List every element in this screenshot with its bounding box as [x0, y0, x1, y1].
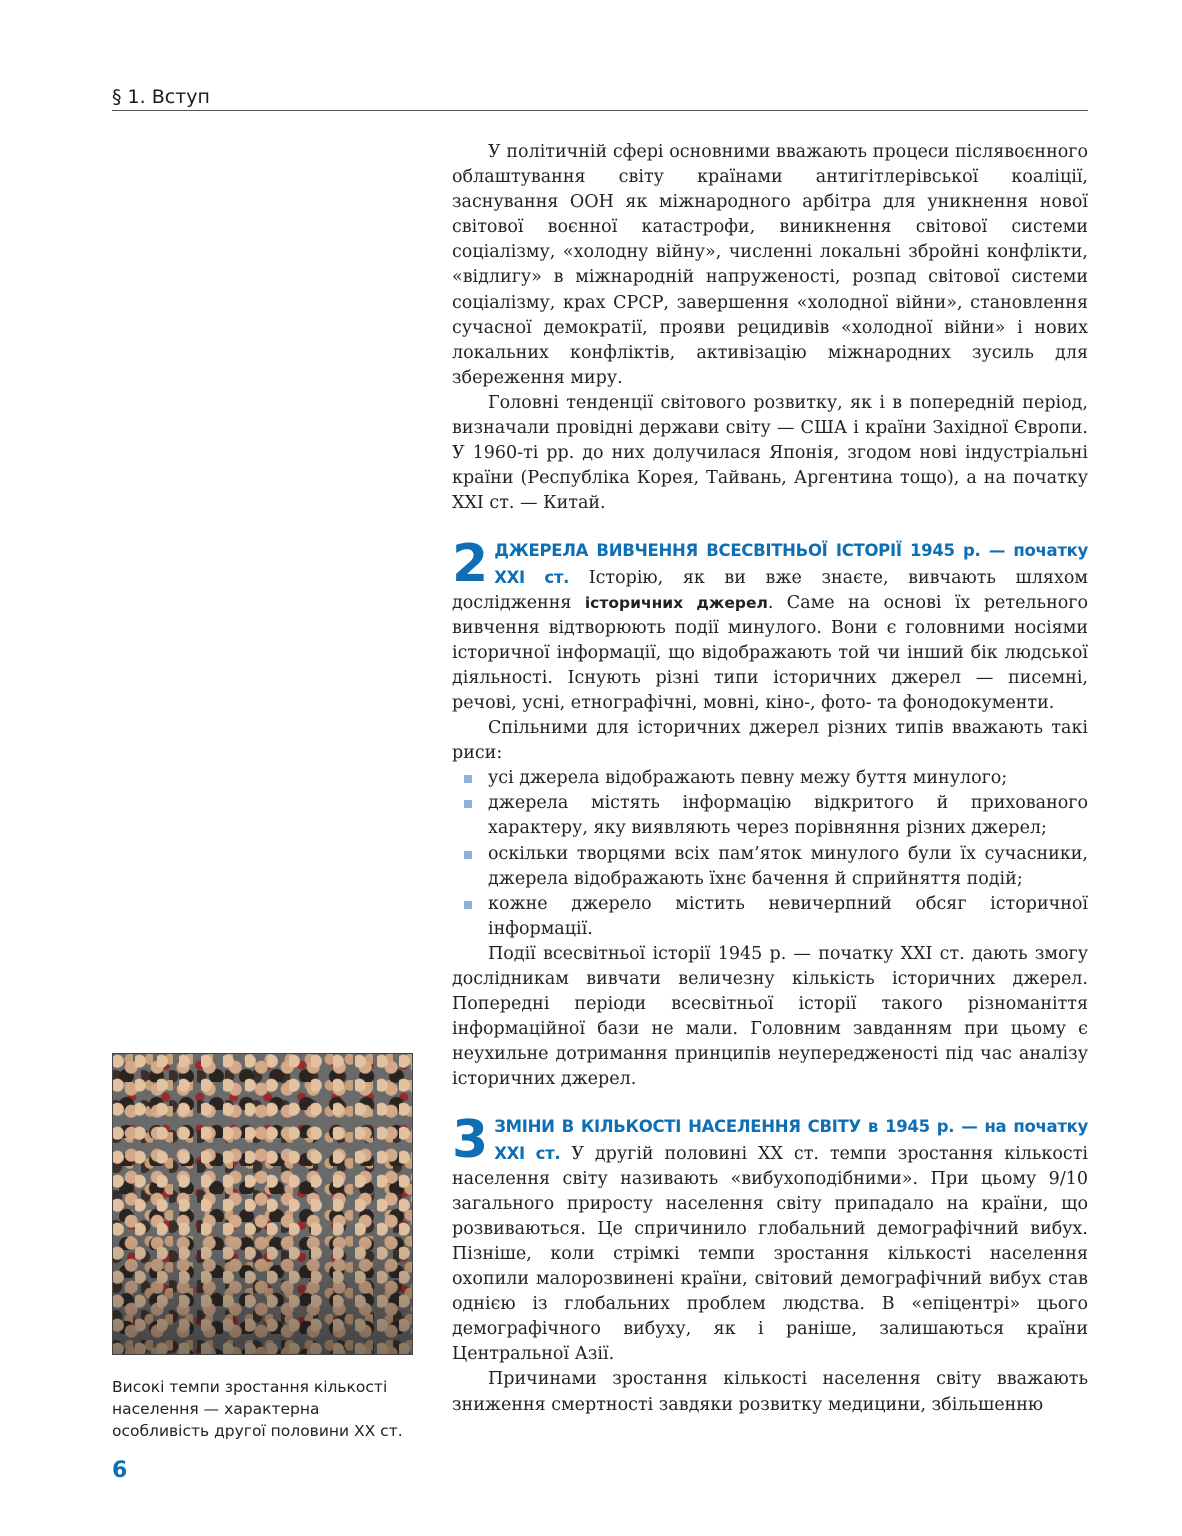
list-item: усі джерела відображають певну межу буття минулого;: [488, 766, 1088, 791]
crowd-photo: [112, 1053, 413, 1355]
section-2-text-a: Історію, як ви вже знаєте, вивчають шляхом дослідження: [452, 567, 1088, 613]
section-2-term: історичних джерел: [584, 593, 768, 612]
section-3-text: У другій половині XX ст. темпи зростання кількості населення світу називають «вибухоподібними». При цьому 9/10 загального приросту населення світу припадало на країни, що розвиваються. Це спричинило глобальний демографічний вибух. Пізніше, коли стрімкі темпи зростання кількості населення охопили малорозвинені країни, світовий демографічний вибух став однією із глобальних проблем людства. В «епіцентрі» цього демографічного вибуху, як і раніше, залишаються країни Центральної Азії.: [452, 1143, 1088, 1365]
section-3-number: 3: [452, 1110, 487, 1171]
square-bullet-icon: [464, 775, 472, 783]
running-header: § 1. Вступ: [112, 86, 210, 108]
intro-paragraph-1: У політичній сфері основними вважають процеси післявоєнного облаштування світу країнами антигітлерівської коаліції, заснування ООН як міжнародного арбітра для уникнення нової світової воєнної катастрофи, виникнення світової системи соціалізму, «холодну війну», численні локальні збройні конфлікти, «відлигу» в міжнародній напруженості, розпад світової системи соціалізму, крах СРСР, завершення «холодної війни», становлення сучасної демократії, прояви рецидивів «холодної війни» і нових локальних конфліктів, активізацію міжнародних зусиль для збереження миру.: [452, 142, 1088, 388]
section-2-title: ДЖЕРЕЛА ВИВЧЕННЯ ВСЕСВІТНЬОЇ ІСТОРІЇ 1945 р. — початку XXI ст.: [494, 541, 1088, 587]
page-number: 6: [112, 1458, 128, 1483]
square-bullet-icon: [464, 901, 472, 909]
list-item: джерела містять інформацію відкритого й прихованого характеру, яку виявляють через порівняння різних джерел;: [488, 791, 1088, 841]
list-item: кожне джерело містить невичерпний обсяг історичної інформації.: [488, 892, 1088, 942]
section-3: [452, 1110, 1088, 1417]
header-divider: [112, 110, 1088, 111]
square-bullet-icon: [464, 800, 472, 808]
photo-caption: Високі темпи зростання кількості населення — характерна особливість другої половини XX ст.: [112, 1378, 403, 1440]
section-2-number: 2: [452, 534, 487, 595]
source-features-list: [452, 766, 1088, 942]
section-2-paragraph-2: Спільними для історичних джерел різних типів вважають такі риси:: [452, 718, 1088, 764]
section-3-paragraph-1: [452, 1110, 1088, 1367]
section-2-paragraph-1: [452, 534, 1088, 716]
section-3-paragraph-2: Причинами зростання кількості населення світу вважають зниження смертності завдяки розвитку медицини, збільшенню: [452, 1369, 1088, 1415]
section-2-text-b: . Саме на основі їх ретельного вивчення відтворюють події минулого. Вони є головними носіями історичної інформації, що відображають той чи інший бік людської діяльності. Існують різні типи історичних джерел — писемні, речові, усні, етнографічні, мовні, кіно-, фото- та фонодокументи.: [452, 592, 1088, 713]
list-item: оскільки творцями всіх пам’яток минулого були їх сучасники, джерела відображають їхнє бачення й сприйняття подій;: [488, 842, 1088, 892]
square-bullet-icon: [464, 851, 472, 859]
section-3-title: ЗМІНИ В КІЛЬКОСТІ НАСЕЛЕННЯ СВІТУ в 1945 р. — на початку XXI ст.: [494, 1117, 1088, 1163]
section-2: [452, 534, 1088, 1092]
intro-paragraph-2: Головні тенденції світового розвитку, як і в попередній період, визначали провідні держави світу — США і країни Західної Європи. У 1960-ті рр. до них долучилася Японія, згодом нові індустріальні країни (Республіка Корея, Тайвань, Аргентина тощо), а на початку XXI ст. — Китай.: [452, 392, 1088, 514]
section-2-paragraph-3: Події всесвітньої історії 1945 р. — початку XXI ст. дають змогу дослідникам вивчати величезну кількість історичних джерел. Попередні періоди всесвітньої історії такого різноманіття інформаційної бази не мали. Головним завданням при цьому є неухильне дотримання принципів неупередженості під час аналізу історичних джерел.: [452, 943, 1088, 1090]
main-text-column: [452, 140, 1088, 1418]
